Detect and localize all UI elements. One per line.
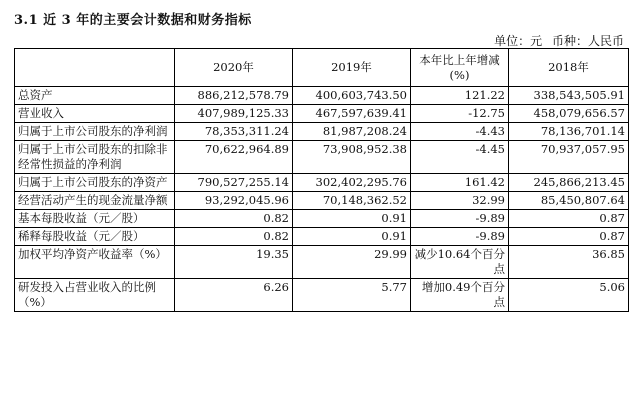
value-2018: 85,450,807.64 <box>509 192 629 210</box>
row-label: 经营活动产生的现金流量净额 <box>15 192 175 210</box>
value-2018: 0.87 <box>509 228 629 246</box>
value-2019: 70,148,362.52 <box>293 192 411 210</box>
value-2018: 338,543,505.91 <box>509 87 629 105</box>
table-row <box>15 123 629 141</box>
row-label: 加权平均净资产收益率（%） <box>15 246 175 279</box>
section-title: 3.1 近 3 年的主要会计数据和财务指标 <box>14 13 252 28</box>
value-2018: 70,937,057.95 <box>509 141 629 174</box>
row-label: 归属于上市公司股东的扣除非经常性损益的净利润 <box>15 141 175 174</box>
value-2019: 29.99 <box>293 246 411 279</box>
table-row <box>15 279 629 312</box>
header-change: 本年比上年增减(%) <box>411 49 509 87</box>
value-2019: 5.77 <box>293 279 411 312</box>
table-row <box>15 210 629 228</box>
value-2020: 0.82 <box>175 228 293 246</box>
value-2018: 245,866,213.45 <box>509 174 629 192</box>
value-2020: 93,292,045.96 <box>175 192 293 210</box>
row-label: 归属于上市公司股东的净资产 <box>15 174 175 192</box>
value-2020: 790,527,255.14 <box>175 174 293 192</box>
value-change: -9.89 <box>411 228 509 246</box>
value-2018: 458,079,656.57 <box>509 105 629 123</box>
table-row <box>15 246 629 279</box>
value-2019: 302,402,295.76 <box>293 174 411 192</box>
value-2019: 467,597,639.41 <box>293 105 411 123</box>
value-2019: 81,987,208.24 <box>293 123 411 141</box>
value-change: -4.43 <box>411 123 509 141</box>
value-change: 减少10.64个百分点 <box>411 246 509 279</box>
row-label: 营业收入 <box>15 105 175 123</box>
value-2020: 0.82 <box>175 210 293 228</box>
row-label: 总资产 <box>15 87 175 105</box>
value-2020: 19.35 <box>175 246 293 279</box>
value-2018: 0.87 <box>509 210 629 228</box>
value-change: 161.42 <box>411 174 509 192</box>
table-row <box>15 141 629 174</box>
value-2019: 0.91 <box>293 228 411 246</box>
row-label: 研发投入占营业收入的比例（%） <box>15 279 175 312</box>
table-row <box>15 87 629 105</box>
value-change: -4.45 <box>411 141 509 174</box>
table-row <box>15 228 629 246</box>
table-row <box>15 174 629 192</box>
value-2020: 70,622,964.89 <box>175 141 293 174</box>
row-label: 归属于上市公司股东的净利润 <box>15 123 175 141</box>
header-2020: 2020年 <box>175 49 293 87</box>
table-header-row <box>15 49 629 87</box>
value-2019: 400,603,743.50 <box>293 87 411 105</box>
header-2018: 2018年 <box>509 49 629 87</box>
table-row <box>15 192 629 210</box>
header-2019: 2019年 <box>293 49 411 87</box>
row-label: 稀释每股收益（元／股） <box>15 228 175 246</box>
value-2018: 78,136,701.14 <box>509 123 629 141</box>
value-2020: 407,989,125.33 <box>175 105 293 123</box>
financial-indicators-table <box>14 48 629 312</box>
table-row <box>15 105 629 123</box>
unit-currency-line: 单位：元 币种：人民币 <box>494 34 624 48</box>
value-2020: 6.26 <box>175 279 293 312</box>
value-2019: 73,908,952.38 <box>293 141 411 174</box>
value-2020: 886,212,578.79 <box>175 87 293 105</box>
value-2020: 78,353,311.24 <box>175 123 293 141</box>
value-change: 121.22 <box>411 87 509 105</box>
value-change: 增加0.49个百分点 <box>411 279 509 312</box>
value-change: -9.89 <box>411 210 509 228</box>
header-blank <box>15 49 175 87</box>
value-change: -12.75 <box>411 105 509 123</box>
value-2018: 5.06 <box>509 279 629 312</box>
value-change: 32.99 <box>411 192 509 210</box>
value-2019: 0.91 <box>293 210 411 228</box>
value-2018: 36.85 <box>509 246 629 279</box>
row-label: 基本每股收益（元／股） <box>15 210 175 228</box>
